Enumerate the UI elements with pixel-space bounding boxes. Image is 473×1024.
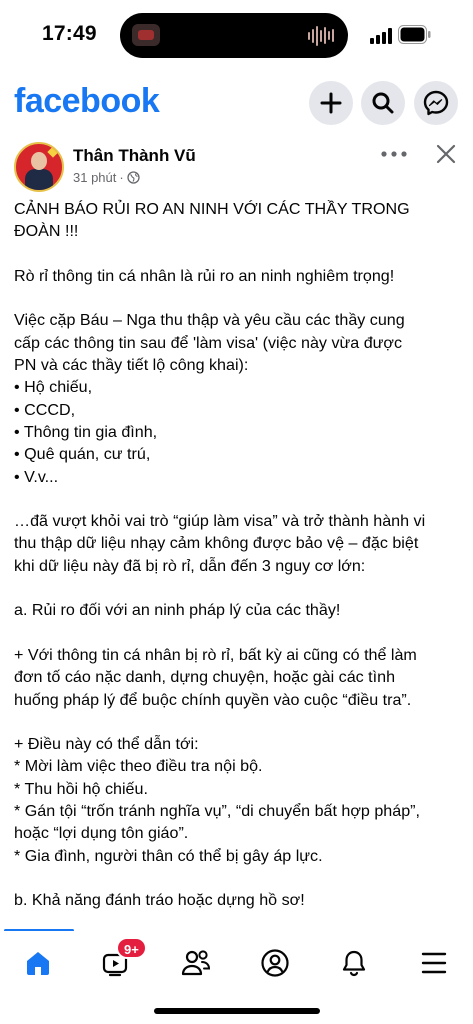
video-notification-badge: 9+ [116,937,147,959]
friends-icon [180,948,212,978]
plus-icon [320,92,342,114]
post-text-line: • CCCD, [14,400,76,419]
paragraph-gap [14,912,470,931]
paragraph-gap [14,867,470,889]
post-text-line: Việc cặp Báu – Nga thu thập và yêu cầu các thầy cung [14,311,405,330]
post-text-line: a. Rủi ro đối với an ninh pháp lý của các thầy! [14,601,341,620]
tab-menu[interactable] [414,945,454,981]
menu-icon [420,950,448,976]
post-text-line: + Điều này có thể dẫn tới: [14,735,199,754]
paragraph-gap [14,243,470,265]
more-icon[interactable] [380,148,408,160]
author-name[interactable]: Thân Thành Vũ [73,146,196,165]
post-text-line: Rò rỉ thông tin cá nhân là rủi ro an ninh nghiêm trọng! [14,266,395,285]
paragraph-gap [14,622,470,644]
post-text-line: * Mời làm việc theo điều tra nội bộ. [14,757,263,776]
messenger-button[interactable] [414,81,458,125]
paragraph-gap [14,488,470,510]
dynamic-island[interactable] [120,13,348,58]
post-text-line: CẢNH BÁO RỦI RO AN NINH VỚI CÁC THẦY TRONG [14,200,410,218]
post-text-line: đơn tố cáo nặc danh, dựng chuyện, hoặc gài các tình [14,668,396,687]
create-button[interactable] [309,81,353,125]
post-text-line: • Hộ chiếu, [14,378,93,397]
post-text-line: ĐOÀN !!! [14,222,79,241]
audio-waveform-icon [308,25,334,46]
messenger-icon [423,90,449,116]
search-icon [371,91,395,115]
post-time[interactable]: 31 phút [73,170,117,185]
author-avatar[interactable] [14,142,64,192]
now-playing-thumbnail [132,24,160,46]
post-text-line: khi dữ liệu này đã bị rò rỉ, dẫn đến 3 nguy cơ lớn: [14,556,366,575]
post-text-line: * Gia đình, người thân có thể bị gây áp lực. [14,846,323,865]
post-meta [73,170,140,185]
app-header [0,74,473,134]
post-text-line: + Với thông tin cá nhân bị rò rỉ, bất kỳ ai cũng có thể làm [14,645,417,664]
home-icon [23,948,53,978]
post-text-line: • V.v... [14,467,59,486]
paragraph-gap [14,287,470,309]
status-bar [0,0,473,70]
post-text-line: …đã vượt khỏi vai trò “giúp làm visa” và trở thành hành vi [14,512,426,531]
paragraph-gap [14,711,470,733]
post-text-line: thu thập dữ liệu nhạy cảm không được bảo vệ – đặc biệt [14,534,419,553]
post-header [0,140,473,200]
home-indicator [154,1008,320,1014]
status-time: 17:49 [42,22,97,45]
cellular-signal-icon [370,28,392,44]
post-text-line: huống pháp lý để buộc chính quyền vào cuộc “điều tra”. [14,690,412,709]
meta-separator: · [119,170,124,185]
tab-home[interactable] [18,945,58,981]
close-icon[interactable] [434,142,458,166]
post-text-line: * Thu hồi hộ chiếu. [14,779,148,798]
post-text-line: • Thông tin gia đình, [14,422,158,441]
post-text-line: * Gán tội “trốn tránh nghĩa vụ”, “di chuyển bất hợp pháp”, [14,802,420,821]
tab-profile[interactable] [255,945,295,981]
tab-notifications[interactable] [334,945,374,981]
post-text-line: PN và các thầy tiết lộ công khai): [14,356,249,375]
tab-friends[interactable] [176,945,216,981]
battery-icon [398,25,431,44]
post-text-line: b. Khả năng đánh tráo hoặc dựng hồ sơ! [14,891,305,910]
post-text-line: hoặc “lợi dụng tôn giáo”. [14,824,189,843]
post-text-line: • Quê quán, cư trú, [14,445,151,464]
profile-icon [260,948,290,978]
bell-icon [339,948,369,978]
globe-icon [127,171,140,184]
post-text [14,198,470,930]
facebook-logo[interactable]: facebook [14,82,160,120]
search-button[interactable] [361,81,405,125]
post-text-line: cấp các thông tin sau để 'làm visa' (việc này vừa được [14,333,403,352]
paragraph-gap [14,577,470,599]
